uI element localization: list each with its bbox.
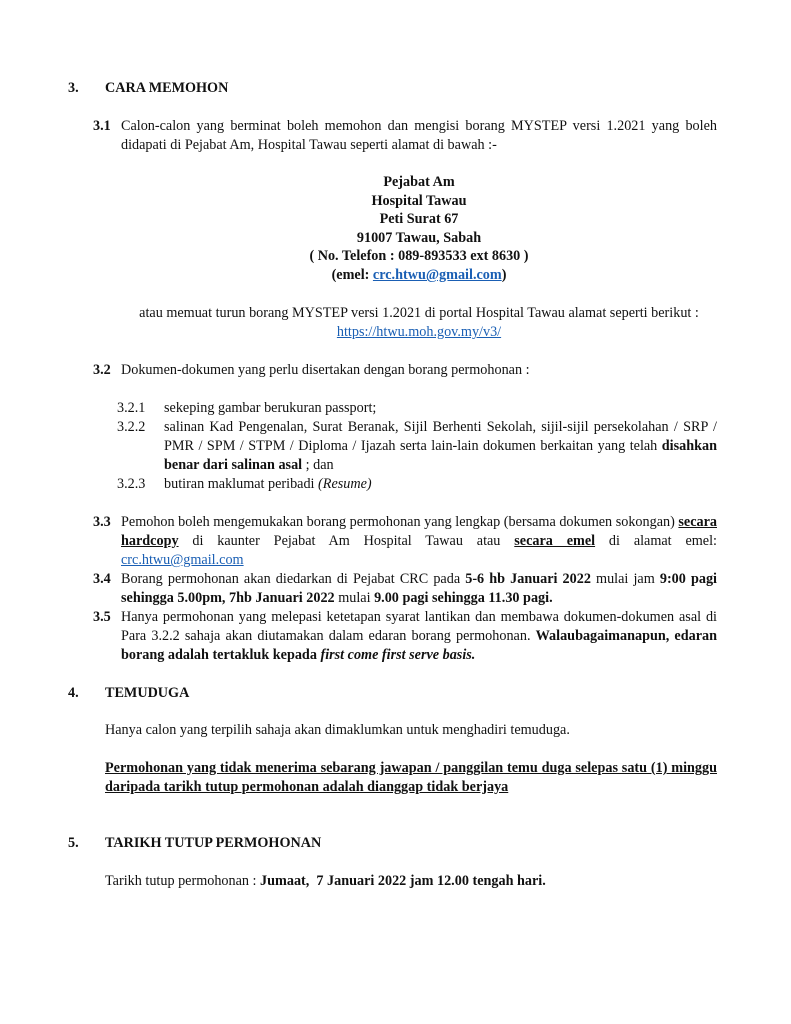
item-3-2-2-number: 3.2.2 bbox=[117, 419, 146, 435]
bold-italic: first come first serve basis. bbox=[320, 647, 476, 663]
bold: 9.00 pagi sehingga 11.30 pagi. bbox=[374, 590, 553, 606]
email-suffix: ) bbox=[501, 266, 507, 283]
closing-date-value: Jumaat, 7 Januari 2022 jam 12.00 tengah hari. bbox=[260, 873, 546, 889]
text: mulai jam bbox=[590, 571, 660, 587]
para-3-2-number: 3.2 bbox=[93, 362, 111, 378]
address-block bbox=[121, 173, 717, 285]
bold: Walaubagaimanapun, edaran borang adalah tertakluk kepada bbox=[121, 628, 717, 663]
item-italic: (Resume) bbox=[318, 476, 372, 492]
item-3-2-3-text bbox=[164, 475, 372, 494]
para-3-4-number: 3.4 bbox=[93, 571, 111, 587]
download-text-block bbox=[121, 304, 717, 342]
text: di kaunter Pejabat Am Hospital Tawau atau bbox=[178, 533, 515, 549]
portal-url-link[interactable]: https://htwu.moh.gov.my/v3/ bbox=[336, 324, 502, 340]
section-3-number: 3. bbox=[68, 80, 79, 96]
section-5-number: 5. bbox=[68, 835, 79, 851]
item-tail: ; dan bbox=[302, 457, 334, 473]
address-line: Hospital Tawau bbox=[371, 192, 467, 209]
address-email-line bbox=[121, 266, 717, 285]
text: mulai bbox=[334, 590, 375, 606]
section-4-notice: Permohonan yang tidak menerima sebarang jawapan / panggilan temu duga selepas satu (1) minggu daripada tarikh tutup permohonan adalah dianggap tidak berjaya bbox=[105, 760, 717, 795]
section-4-text: Hanya calon yang terpilih sahaja akan dimaklumkan untuk menghadiri temuduga. bbox=[105, 722, 570, 738]
bold-underlined: secara hardcopy bbox=[121, 514, 717, 549]
email-link[interactable]: crc.htwu@gmail.com bbox=[372, 266, 502, 283]
para-3-3-text bbox=[121, 513, 717, 570]
address-line: Peti Surat 67 bbox=[379, 211, 459, 228]
text: Pemohon boleh mengemukakan borang permohonan yang lengkap (bersama dokumen sokongan) bbox=[121, 514, 679, 530]
para-3-5-text bbox=[121, 608, 717, 665]
section-4-number: 4. bbox=[68, 685, 79, 701]
para-3-5-number: 3.5 bbox=[93, 609, 111, 625]
section-5-title: TARIKH TUTUP PERMOHONAN bbox=[105, 835, 322, 851]
address-line: 91007 Tawau, Sabah bbox=[356, 229, 482, 246]
bold-underlined: secara emel bbox=[514, 533, 596, 549]
section-3-title: CARA MEMOHON bbox=[105, 80, 229, 96]
closing-date-label: Tarikh tutup permohonan : bbox=[105, 873, 261, 889]
item-3-2-3-number: 3.2.3 bbox=[117, 476, 146, 492]
email-prefix: (emel: bbox=[331, 266, 373, 283]
bold: 9:00 pagi sehingga 5.00pm, 7hb Januari 2022 bbox=[121, 571, 717, 606]
para-3-4-text bbox=[121, 570, 717, 608]
download-text: atau memuat turun borang MYSTEP versi 1.2021 di portal Hospital Tawau alamat seperti berikut : bbox=[139, 305, 699, 321]
section-4-title: TEMUDUGA bbox=[105, 685, 190, 701]
para-3-3-number: 3.3 bbox=[93, 514, 111, 530]
item-bold: disahkan benar dari salinan asal bbox=[164, 438, 717, 473]
item-3-2-1-number: 3.2.1 bbox=[117, 400, 146, 416]
para-3-2-text: Dokumen-dokumen yang perlu disertakan dengan borang permohonan : bbox=[121, 362, 530, 378]
closing-date bbox=[105, 872, 546, 891]
text: di alamat emel: bbox=[595, 533, 717, 549]
item-3-2-1-text: sekeping gambar berukuran passport; bbox=[164, 400, 377, 416]
item-text: butiran maklumat peribadi bbox=[164, 476, 319, 492]
item-3-2-2-text bbox=[164, 418, 717, 475]
bold: 5-6 hb Januari 2022 bbox=[465, 571, 591, 587]
item-text: salinan Kad Pengenalan, Surat Beranak, Sijil Berhenti Sekolah, sijil-sijil persekolahan / SRP / PMR / SPM / STPM / Diploma / Ijazah serta lain-lain dokumen berkaitan yang telah bbox=[164, 419, 717, 454]
para-3-1-text: Calon-calon yang berminat boleh memohon dan mengisi borang MYSTEP versi 1.2021 yang boleh didapati di Pejabat Am, Hospital Tawau seperti alamat di bawah :- bbox=[121, 118, 717, 153]
para-3-1-number: 3.1 bbox=[93, 118, 111, 134]
email-link[interactable]: crc.htwu@gmail.com bbox=[121, 552, 244, 568]
text: Hanya permohonan yang melepasi ketetapan syarat lantikan dan membawa dokumen-dokumen asal di Para 3.2.2 sahaja akan diutamakan dalam edaran borang permohonan. bbox=[121, 609, 717, 644]
address-phone: ( No. Telefon : 089-893533 ext 8630 ) bbox=[309, 248, 529, 265]
text: Borang permohonan akan diedarkan di Pejabat CRC pada bbox=[121, 571, 466, 587]
address-line: Pejabat Am bbox=[383, 174, 455, 190]
